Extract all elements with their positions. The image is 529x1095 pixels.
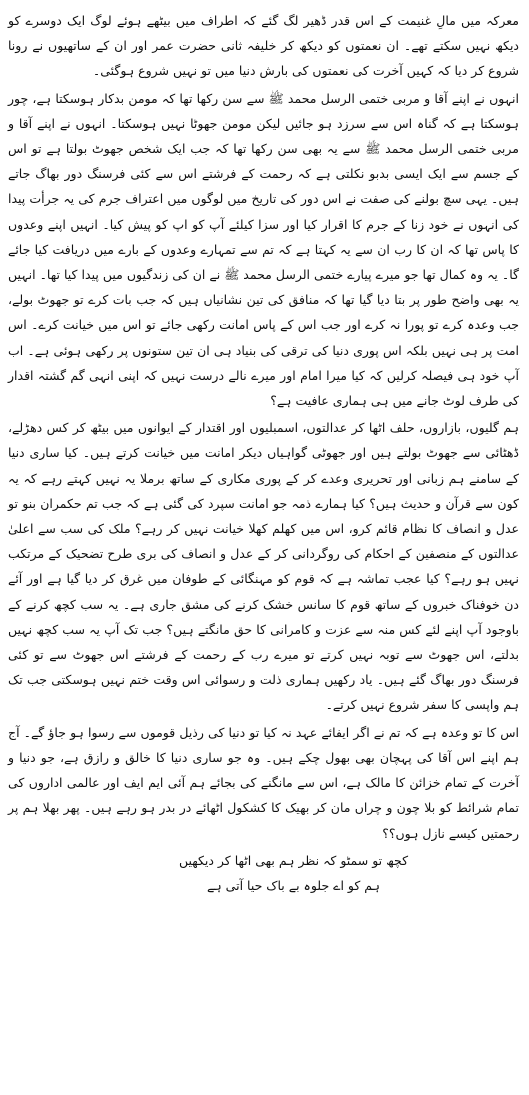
paragraph: اس کا تو وعدہ ہے کہ تم نے اگر ایفائے عہد نہ کیا تو دنیا کی رذیل قوموں سے رسوا ہو جاؤ گے۔ آج ہم اپنے اس آقا کی پہچان بھی بھول چکے ہیں۔ وہ جو ساری دنیا کا خالق و رازق ہے، جو دنیا و آخرت کے تمام خزائن کا مالک ہے، اس سے مانگنے کی بجائے ہم آئی ایم ایف اور عالمی اداروں کی تمام شرائط کو بلا چون و چراں مان کر بھیک کا کشکول اٹھائے در بدر ہو رہے ہیں۔ پھر بھلا ہم پر رحمتیں کیسے نازل ہوں؟؟ <box>8 724 519 841</box>
paragraph: معرکہ میں مالِ غنیمت کے اس قدر ڈھیر لگ گئے کہ اطراف میں بیٹھے ہوئے لوگ ایک دوسرے کو دیکھ نہیں سکتے تھے۔ ان نعمتوں کو دیکھ کر خلیفہ ثانی حضرت عمر اور ان کے ساتھیوں نے رونا شروع کر دیا کہ کہیں آخرت کی نعمتوں کی بارش دنیا میں تو نہیں شروع ہوگئی۔ <box>8 13 519 79</box>
verse-line: کچھ تو سمٹو کہ نظر ہم بھی اٹھا کر دیکھیں <box>178 852 409 868</box>
paragraph: انہوں نے اپنے آقا و مربی ختمی الرسل محمد ﷺ سے سن رکھا تھا کہ مومن بدکار ہوسکتا ہے، چور ہوسکتا ہے کہ گناہ اس سے سرزد ہو جائیں لیکن مومن جھوٹا نہیں ہوسکتا۔ انہوں نے اپنے آقا و مربی ختمی الرسل محمد ﷺ سے یہ بھی سن رکھا تھا کہ جب ایک شخص جھوٹ بولتا ہے تو اس کے جسم سے ایک ایسی بدبو نکلتی ہے کہ رحمت کے فرشتے اس سے کئی فرسنگ دور بھاگ جاتے ہیں۔ یہی سچ بولنے کی صفت نے اس دور کی تاریخ میں لوگوں میں اعتراف جرم کی یہ جرأت پیدا کی انہوں نے خود زنا کے جرم کا اقرار کیا اور سزا کیلئے آپ کو اپ کو پیش کیا۔ انہیں اپنے وعدوں کا پاس تھا کہ ان کا رب ان سے یہ کہتا ہے کہ تم سے تمہارے وعدوں کے بارے میں دریافت کیا جائے گا۔ یہ وہ کمال تھا جو میرے پیارے ختمی الرسل محمد ﷺ نے ان کی زندگیوں میں پیدا کیا تھا۔ انہیں یہ بھی واضح طور پر بتا دیا گیا تھا کہ منافق کی تین نشانیاں ہیں کہ جب بات کرے تو جھوٹ بولے، جب وعدہ کرے تو پورا نہ کرے اور جب اس کے پاس امانت رکھی جائے تو اس میں خیانت کرے۔ اس امت پر ہی نہیں بلکہ اس پوری دنیا کی ترقی کی بنیاد ہی ان تین ستونوں پر رکھی ہوئی ہے۔ اب آپ خود ہی فیصلہ کرلیں کہ کیا میرا امام اور میرے نالے درست نہیں کہ اپنی انہی گم گشتہ اقدار کی طرف لوٹ جانے میں ہی ہماری عافیت ہے؟ <box>8 90 519 409</box>
verse-line: ہم کو اے جلوہ بے باک حیا آتی ہے <box>207 877 380 893</box>
closing-verse <box>8 848 519 898</box>
paragraph: ہم گلیوں، بازاروں، حلف اٹھا کر عدالتوں، اسمبلیوں اور اقتدار کے ایوانوں میں بیٹھ کر کس دھڑلے، ڈھٹائی سے جھوٹ بولتے ہیں اور جھوٹی گواہیاں دیکر امانت میں خیانت کرتے ہیں۔ کیا ساری دنیا کے سامنے ہم زبانی اور تحریری وعدے کر کے پوری مکاری کے ساتھ برملا یہ نہیں کہتے رہے کہ یہ کون سے قرآن و حدیث ہیں؟ کیا ہمارے ذمہ جو امانت سپرد کی گئی ہے کہ جب تم حکمران بنو تو عدل و انصاف کا نظام قائم کرو، اس میں کھلم کھلا خیانت نہیں کر رہے؟ ملک کی سب سے اعلیٰ عدالتوں کے منصفین کے احکام کی روگردانی کر کے عدل و انصاف کی بری طرح تضحیک کے مرتکب نہیں ہو رہے؟ کیا عجب تماشہ ہے کہ قوم کو مہنگائی کے طوفان میں غرق کر دیا گیا ہے اور آئے دن خوفناک خبروں کے ساتھ قوم کا سانس خشک کرنے کی مشق جاری ہے۔ یہ سب کچھ کرنے کے باوجود آپ اپنے لئے کس منہ سے عزت و کامرانی کا حق مانگتے ہیں؟ جب تک آپ یہ سب کچھ نہیں بدلتے، اس جھوٹ سے توبہ نہیں کرتے تو میرے رب کے رحمت کے فرشتے اس جھوٹ سے تو کئی فرسنگ دور بھاگ گئے ہیں۔ یاد رکھیں ہماری ذلت و رسوائی اس وقت ختم نہیں ہوسکتی جب تک ہم واپسی کا سفر شروع نہیں کرتے۔ <box>8 420 519 713</box>
